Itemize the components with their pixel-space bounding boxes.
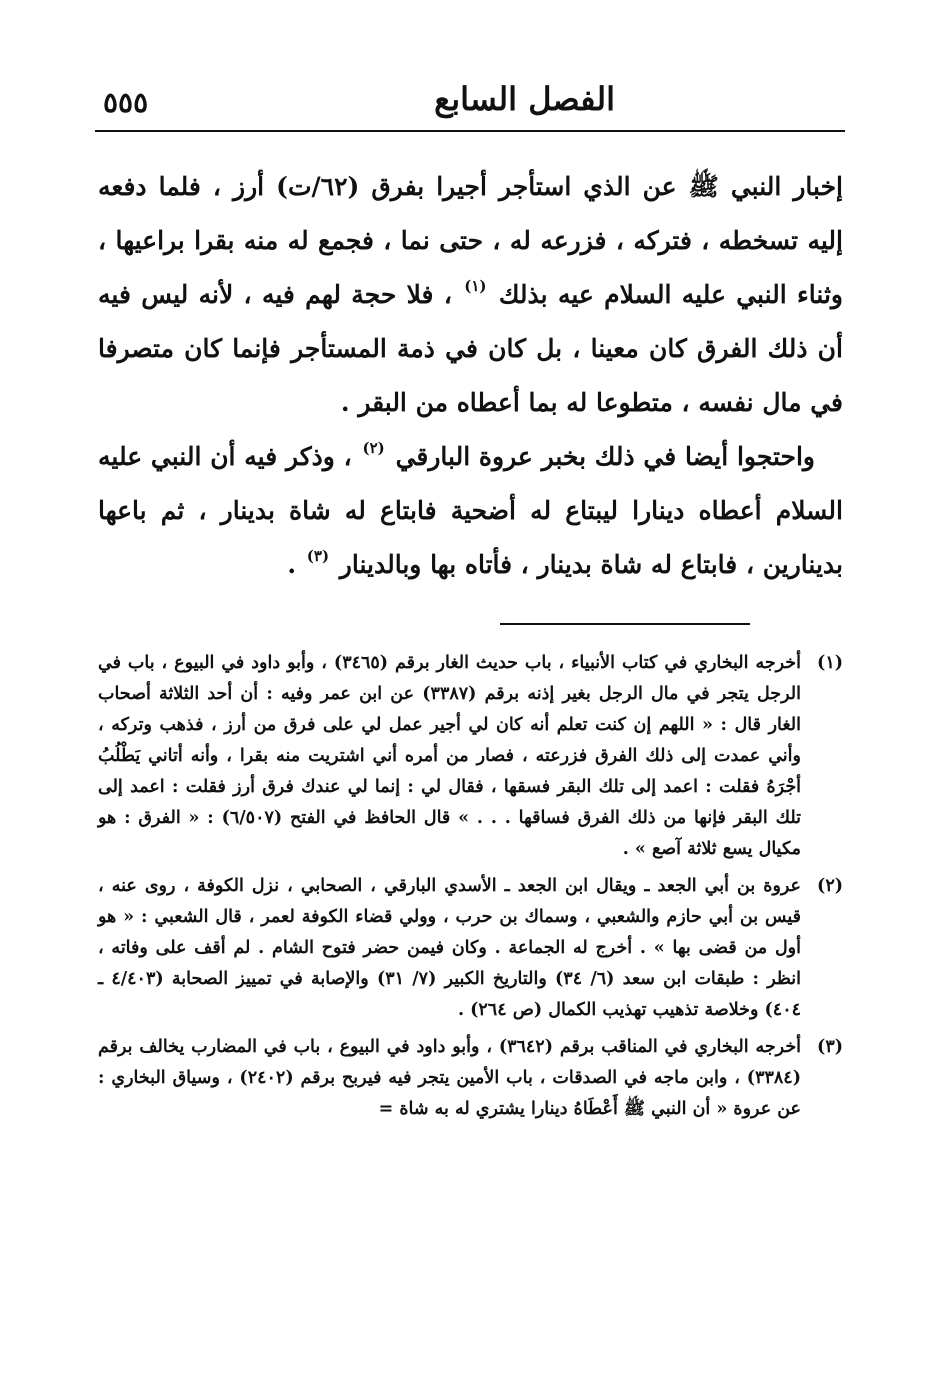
footnote-text: أخرجه البخاري في المناقب برقم (٣٦٤٢) ، وأبو داود في البيوع ، باب في المضارب يخالف برقم (٣٣٨٤) ، وابن ماجه في الصدقات ، باب الأمين يتجر فيه فيربح برقم (٢٤٠٢) ، وسياق البخاري : عن عروة « أن النبي ﷺ أَعْطَاهُ دينارا يشتري له به شاة = [98, 1037, 802, 1119]
page-number: ٥٥٥ [103, 86, 149, 119]
footnote-ref-1[interactable]: (١) [464, 277, 487, 295]
footnote-2 [98, 871, 843, 1026]
paragraph-1-text: إخبار النبي ﷺ عن الذي استأجر أجيرا بفرق (٦٢/ت) أرز ، فلما دفعه إليه تسخطه ، فتركه ، فزرعه له ، حتى نما ، فجمع له منه بقرا براعيها ، وثناء النبي عليه السلام عيه بذلك [98, 172, 843, 309]
footnote-3 [98, 1032, 843, 1125]
paragraph-1 [98, 160, 843, 430]
paragraph-2-end: . [287, 550, 297, 579]
paragraph-2-text: واحتجوا أيضا في ذلك بخبر عروة البارقي [395, 442, 815, 471]
header-rule [95, 130, 845, 132]
footnote-number: (٢) [817, 876, 843, 896]
footnote-separator [500, 623, 750, 625]
chapter-title: الفصل السابع [434, 80, 615, 118]
footnotes [98, 648, 843, 1131]
footnote-ref-2[interactable]: (٢) [362, 439, 385, 457]
footnote-number: (٣) [817, 1037, 843, 1057]
footnote-text: أخرجه البخاري في كتاب الأنبياء ، باب حديث الغار برقم (٣٤٦٥) ، وأبو داود في البيوع ، باب في الرجل يتجر في مال الرجل بغير إذنه برقم (٣٣٨٧) عن ابن عمر وفيه : أن أحد الثلاثة أصحاب الغار قال : « اللهم إن كنت تعلم أنه كان لي أجير عمل لي على فرق من أرز ، فذهب وتركه ، وأني عمدت إلى ذلك الفرق فزرعته ، فصار من أمره أني اشتريت منه بقرا ، وأنه أتاني يَطْلُبُ أجْرَهُ فقلت : اعمد إلى تلك البقر فسقها ، فقال لي : إنما لي عندك فرق أرز فقلت : اعمد إلى تلك البقر فإنها من ذلك الفرق فساقها . . . » قال الحافظ في الفتح (٦/٥٠٧) : « الفرق : هو مكيال يسع ثلاثة آصع » . [98, 653, 801, 859]
footnote-number: (١) [817, 653, 843, 673]
paragraph-2-mid: ، وذكر فيه أن النبي عليه السلام أعطاه دينارا ليبتاع له أضحية فابتاع له شاة بدينار ، ثم باعها بدينارين ، فابتاع له شاة بدينار ، فأتاه بها وبالدينار [98, 442, 843, 579]
paragraph-2 [98, 430, 843, 592]
paragraph-1-end: ، فلا حجة لهم فيه ، لأنه ليس فيه أن ذلك الفرق كان معينا ، بل كان في ذمة المستأجر فإنما كان متصرفا في مال نفسه ، متطوعا له بما أعطاه من البقر . [98, 280, 843, 417]
footnote-1 [98, 648, 843, 865]
footnote-text: عروة بن أبي الجعد ـ ويقال ابن الجعد ـ الأسدي البارقي ، الصحابي ، نزل الكوفة ، روى عنه ، قيس بن أبي حازم والشعبي ، وسماك بن حرب ، وولي قضاء الكوفة لعمر ، قال الشعبي : « هو أول من قضى بها » . أخرج له الجماعة . وكان فيمن حضر فتوح الشام . لم أقف على وفاته ، انظر : طبقات ابن سعد (٦/ ٣٤) والتاريخ الكبير (٧/ ٣١) والإصابة في تمييز الصحابة (٤/٤٠٣ ـ ٤٠٤) وخلاصة تذهيب تهذيب الكمال (ص ٢٦٤) . [98, 876, 801, 1020]
main-body-text [98, 160, 843, 592]
footnote-ref-3[interactable]: (٣) [306, 547, 330, 565]
page-header [95, 78, 845, 138]
